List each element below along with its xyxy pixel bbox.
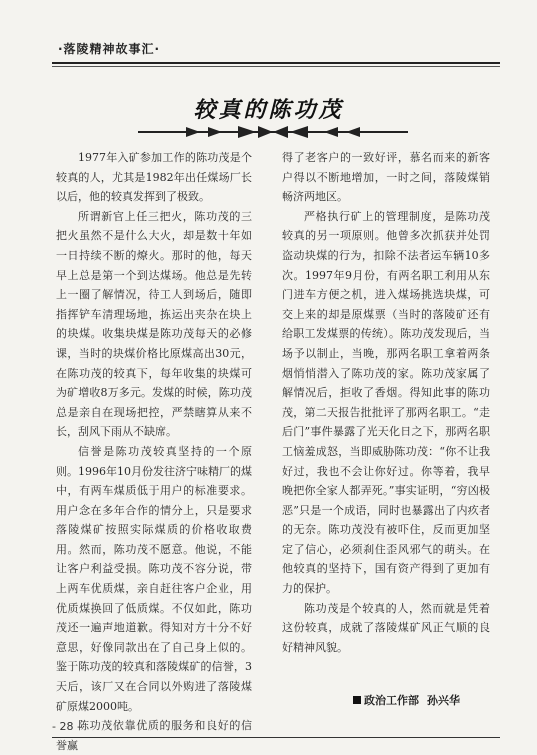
footer-rule xyxy=(52,737,500,738)
paragraph: 得了老客户的一致好评，慕名而来的新客户得以不断地增加，一时之间，落陵煤销畅济两地区。 xyxy=(282,151,490,204)
header-rule xyxy=(52,62,500,64)
title-ornament-icon xyxy=(138,124,408,140)
left-column xyxy=(56,148,252,755)
right-column xyxy=(282,148,490,657)
byline xyxy=(353,692,460,708)
paragraph: 所谓新官上任三把火，陈功茂的三把火虽然不是什么大火，却是数十年如一日持续不断的燎火。那时的他，每天早上总是第一个到达煤场。他总是先转上一圈了解情况，待工人到场后，随即指挥铲车清理场地，拣运出夹杂在块上的块煤。收集块煤是陈功茂每天的必修课，当时的块煤价格比原煤高出30元，在陈功茂的较真下，每年收集的块煤可为矿增收8万多元。发煤的时候，陈功茂总是亲自在现场把控，严禁瞎算从来不长，刮风下雨从不缺席。 xyxy=(56,209,252,439)
byline-department: 政治工作部 xyxy=(364,694,419,707)
byline-author: 孙兴华 xyxy=(427,694,460,707)
paragraph: 信誉是陈功茂较真坚持的一个原则。1996年10月份发往济宁味精厂的煤中，有两车煤质低于用户的标准要求。用户念在多年合作的情分上，只是要求落陵煤矿按照实际煤质的价格收取费用。然而，陈功茂不愿意。他说，不能让客户利益受损。陈功茂不容分说，带上两车优质煤，亲自赶往客户企业，用优质煤换回了低质煤。不仅如此，陈功茂还一遍声地道歉。得知对方十分不好意思，好像同款出在了自己身上似的。鉴于陈功茂的较真和落陵煤矿的信誉，3天后，该厂又在合同以外购进了落陵煤矿原煤2000吨。 xyxy=(56,444,252,713)
page-number: - 28 - xyxy=(52,720,81,733)
header-rule-thin xyxy=(52,66,500,67)
square-bullet-icon xyxy=(353,696,361,704)
paragraph: 陈功茂是个较真的人，然而就是凭着这份较真，成就了落陵煤矿风正气顺的良好精神风貌。 xyxy=(282,601,490,654)
paragraph: 陈功茂依靠优质的服务和良好的信誉赢 xyxy=(56,719,252,752)
article-title: 较真的陈功茂 xyxy=(193,97,344,123)
running-header: ·落陵精神故事汇· xyxy=(58,42,161,56)
paragraph: 严格执行矿上的管理制度，是陈功茂较真的另一项原则。他曾多次抓获并处罚盗动块煤的行为，扣除不法者运车辆10多次。1997年9月份，有两名职工利用从东门进车方便之机，进入煤场挑选块煤，可交上来的却是原煤票（当时的落陵矿还有给职工发煤票的传统）。陈功茂发现后，当场予以制止，当晚，那两名职工拿着两条烟悄悄潜入了陈功茂的家。陈功茂家属了解情况后，拒收了香烟。得知此事的陈功茂，第二天报告批批评了那两名职工。“走后门”事件暴露了光天化日之下，那两名职工恼羞成怒，当即威胁陈功茂：“你不让我好过，我也不会让你好过。你等着，我早晚把你全家人都弄死。”事实证明，“穷凶极恶”只是一个成语，同时也暴露出了内疚者的无奈。陈功茂没有被吓住，反而更加坚定了信心，必须刹住歪风邪气的萌头。在他较真的坚持下，国有资产得到了更加有力的保护。 xyxy=(282,209,490,596)
paragraph: 1977年入矿参加工作的陈功茂是个较真的人，尤其是1982年出任煤场厂长以后，他的较真发挥到了极致。 xyxy=(56,151,252,204)
